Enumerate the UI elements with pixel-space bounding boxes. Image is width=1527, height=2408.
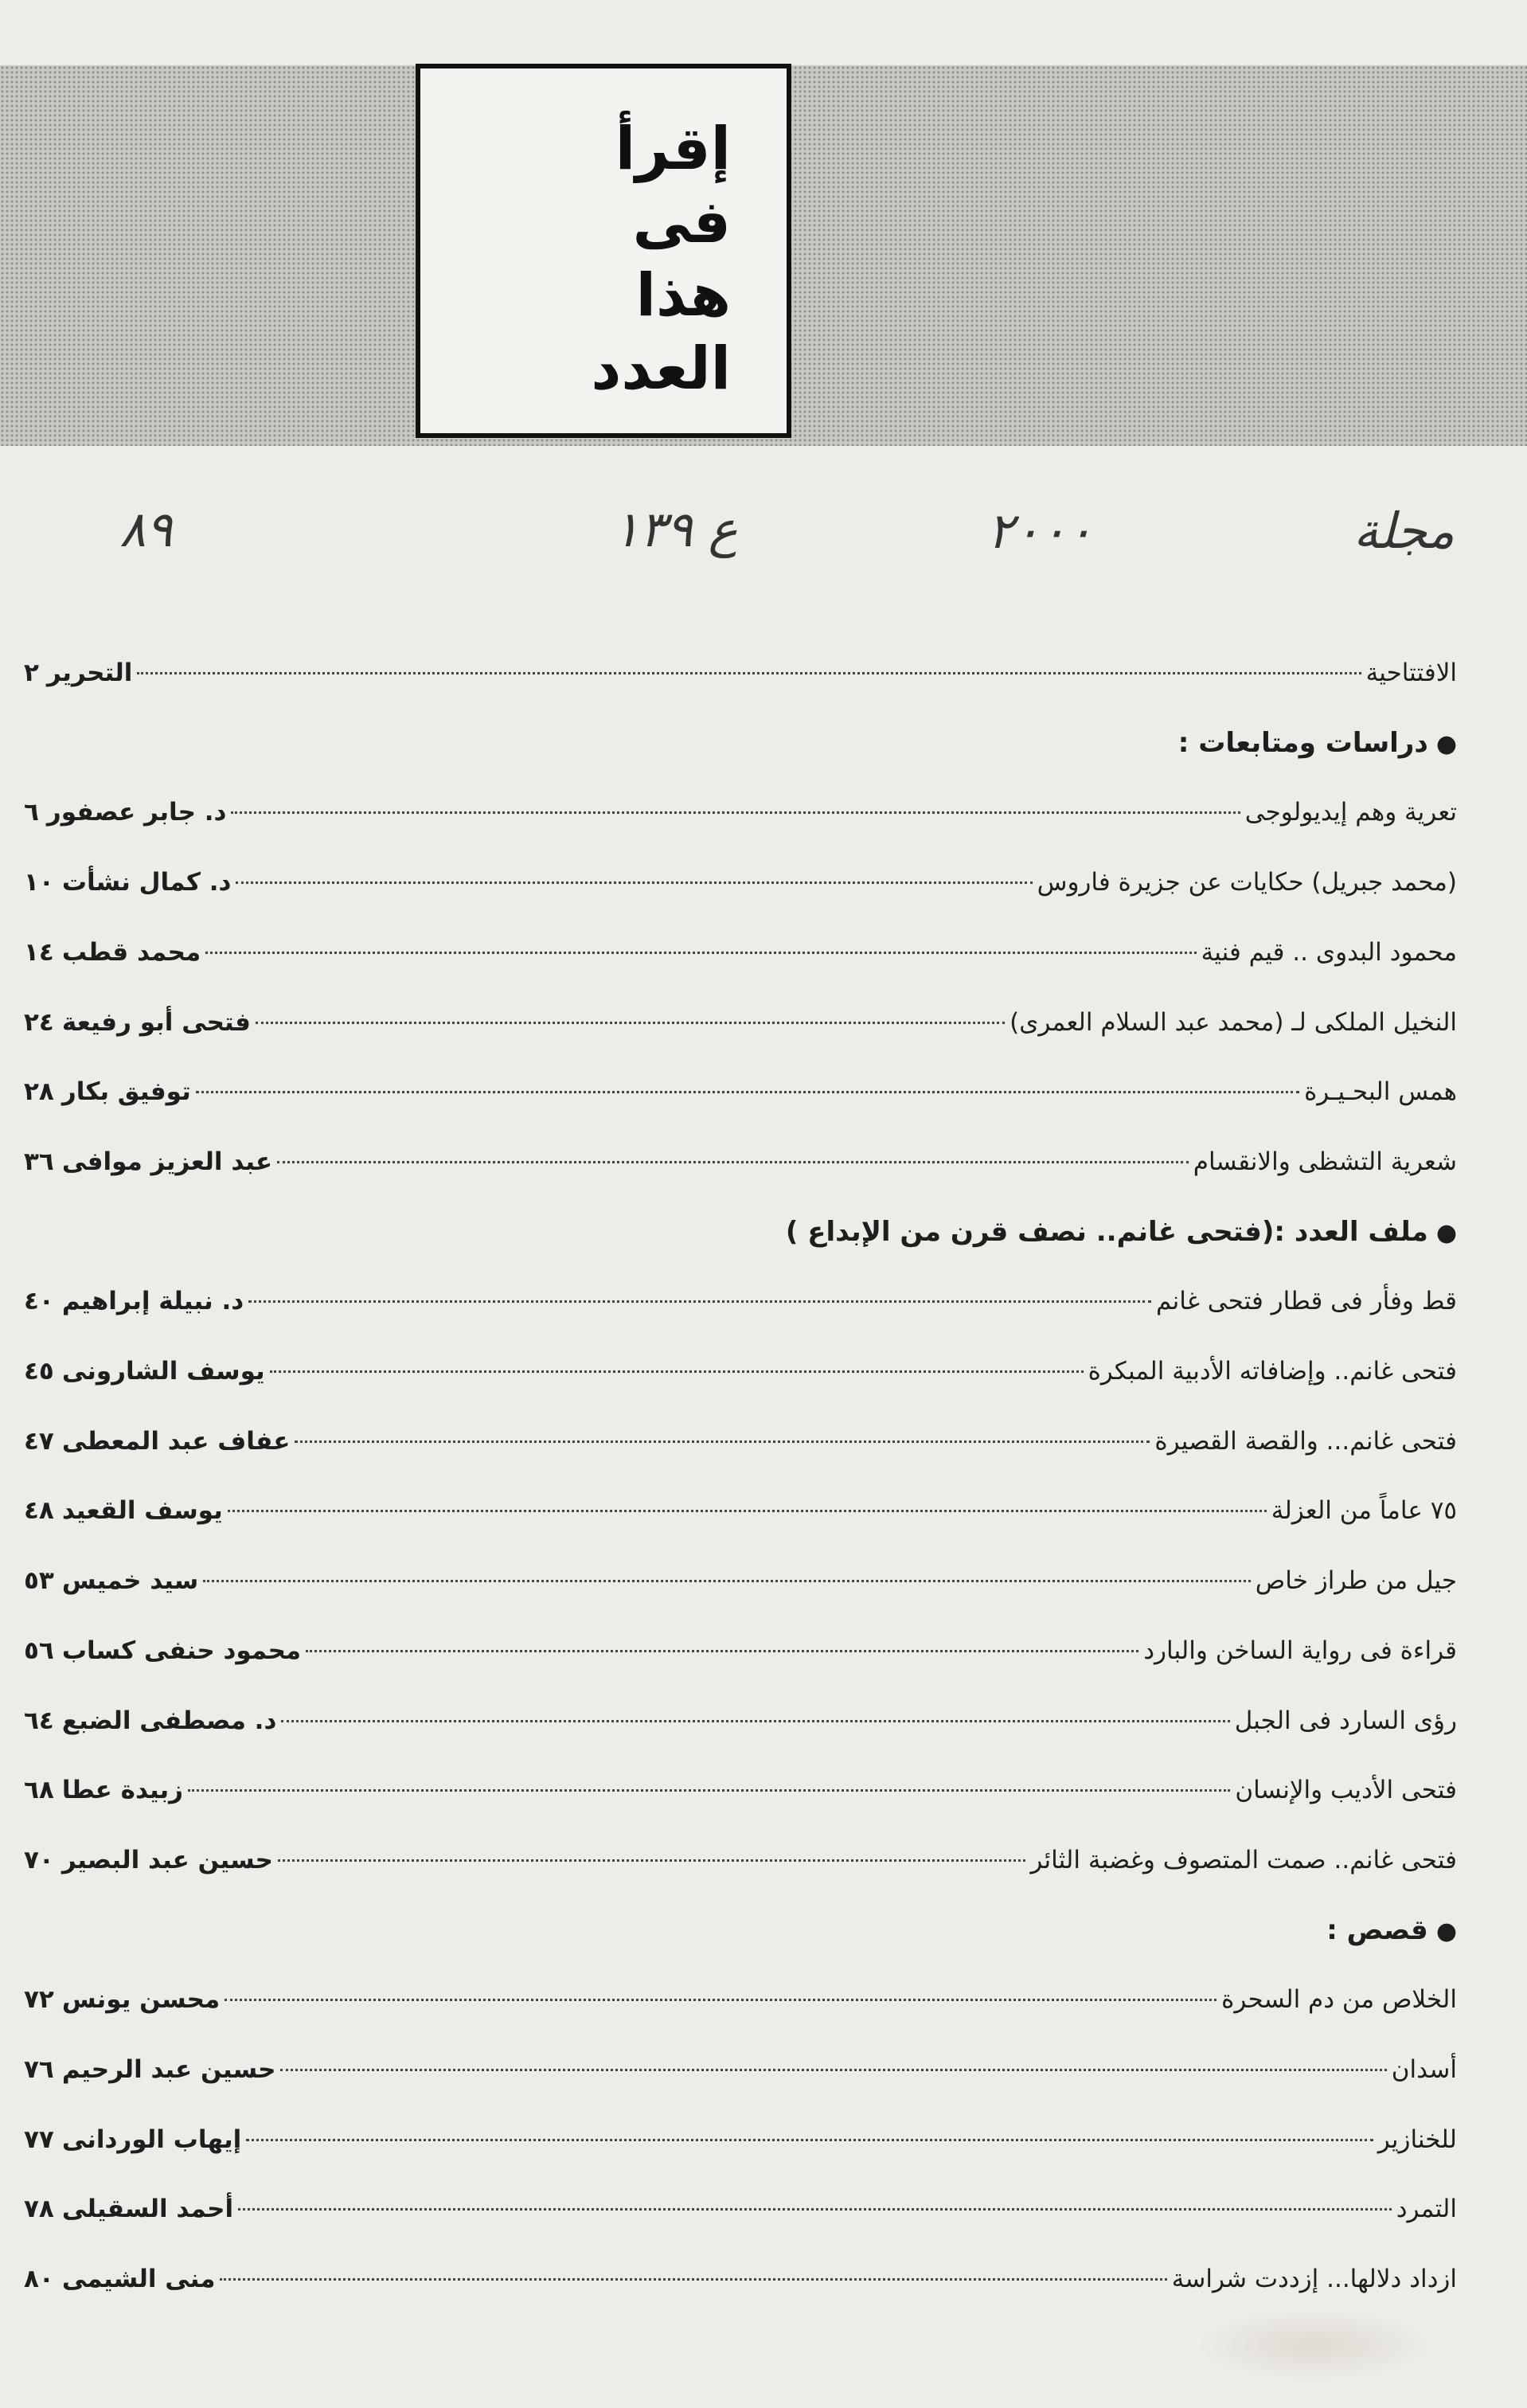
dot-leader xyxy=(225,1999,1217,2001)
toc-title: فتحى الأديب والإنسان xyxy=(1235,1776,1457,1804)
toc-author: محسن يونس xyxy=(61,1985,221,2014)
title-box xyxy=(416,64,791,438)
toc-page-number: ١٤ xyxy=(24,938,54,967)
toc-title: رؤى السارد فى الجبل xyxy=(1234,1706,1457,1735)
toc-author: عبد العزيز موافى xyxy=(61,1147,273,1176)
toc-author: يوسف الشارونى xyxy=(61,1357,265,1386)
toc-page-number: ٦٨ xyxy=(24,1776,54,1804)
toc-entry xyxy=(24,1138,1457,1186)
toc-entry xyxy=(24,1487,1457,1534)
dot-leader xyxy=(295,1440,1150,1443)
toc-author: محمد قطب xyxy=(61,938,201,967)
toc-title: الافتتاحية xyxy=(1365,659,1457,687)
toc-entry xyxy=(24,2046,1457,2093)
dot-leader xyxy=(137,672,1361,674)
dot-leader xyxy=(236,882,1032,884)
toc-author: إيهاب الوردانى xyxy=(61,2125,242,2154)
toc-page-number: ٢٨ xyxy=(24,1077,54,1106)
dot-leader xyxy=(246,2139,1373,2141)
toc-author: د. مصطفى الضبع xyxy=(61,1706,277,1735)
toc-author: د. نبيلة إبراهيم xyxy=(61,1287,244,1315)
toc-author: زبيدة عطا xyxy=(61,1776,183,1804)
toc-page-number: ٧٢ xyxy=(24,1985,54,2014)
dot-leader xyxy=(231,811,1240,814)
dot-leader xyxy=(248,1300,1151,1303)
dot-leader xyxy=(188,1789,1230,1792)
toc-page-number: ٣٦ xyxy=(24,1147,54,1176)
toc-author: محمود حنفى كساب xyxy=(61,1636,302,1665)
toc-page-number: ٨٠ xyxy=(24,2265,54,2293)
section-heading xyxy=(24,1208,1457,1256)
toc-title: قط وفأر فى قطار فتحى غانم xyxy=(1156,1287,1457,1315)
toc-entry xyxy=(24,1976,1457,2023)
toc-entry xyxy=(24,788,1457,836)
toc-entry xyxy=(24,858,1457,906)
dot-leader xyxy=(238,2208,1392,2211)
toc-author: منى الشيمى xyxy=(61,2265,216,2293)
toc-author: عفاف عبد المعطى xyxy=(61,1427,291,1456)
title-line: فى xyxy=(632,188,731,256)
toc-entry xyxy=(24,2255,1457,2303)
toc-page-number: ٥٣ xyxy=(24,1566,54,1595)
toc-title: تعرية وهم إيديولوجى xyxy=(1244,798,1457,827)
title-line: إقرأ xyxy=(615,115,731,183)
toc-page-number: ٢ xyxy=(24,659,39,687)
toc-entry xyxy=(24,1697,1457,1745)
toc-title: فتحى غانم... والقصة القصيرة xyxy=(1154,1427,1457,1456)
toc-page-number: ٧٠ xyxy=(24,1846,54,1874)
handwritten-note: ۸۹ xyxy=(119,500,173,558)
toc-author: توفيق بكار xyxy=(61,1077,191,1106)
toc-title: أسدان xyxy=(1391,2055,1457,2084)
toc-page-number: ٢٤ xyxy=(24,1008,54,1037)
toc-title: ازداد دلالها... إزددت شراسة xyxy=(1171,2265,1457,2293)
dot-leader xyxy=(281,1720,1229,1722)
toc-author: د. جابر عصفور xyxy=(46,798,227,827)
toc-page-number: ٧٧ xyxy=(24,2125,54,2154)
handwritten-note: مجلة xyxy=(1353,502,1455,560)
toc-entry xyxy=(24,1557,1457,1605)
section-heading xyxy=(24,1906,1457,1954)
toc-page-number: ٤٧ xyxy=(24,1427,54,1456)
toc-entry xyxy=(24,1766,1457,1814)
table-of-contents xyxy=(24,649,1457,2321)
toc-entry xyxy=(24,2116,1457,2164)
toc-page-number: ٤٨ xyxy=(24,1496,54,1525)
toc-entry xyxy=(24,1347,1457,1395)
handwritten-note: ع ۱۳۹ xyxy=(613,500,738,558)
dot-leader xyxy=(256,1022,1005,1024)
toc-page-number: ٦ xyxy=(24,798,39,827)
title-line: هذا xyxy=(635,261,731,330)
toc-title: شعرية التشظى والانقسام xyxy=(1193,1147,1457,1176)
section-label: دراسات ومتابعات : xyxy=(1177,727,1428,759)
dot-leader xyxy=(205,952,1196,954)
toc-title: فتحى غانم.. وإضافاته الأدبية المبكرة xyxy=(1088,1357,1457,1386)
toc-entry xyxy=(24,1836,1457,1884)
bullet-icon: ● xyxy=(1435,730,1457,758)
toc-page-number: ١٠ xyxy=(24,868,54,897)
toc-entry xyxy=(24,649,1457,697)
toc-title: جيل من طراز خاص xyxy=(1255,1566,1457,1595)
toc-title: الخلاص من دم السحرة xyxy=(1221,1985,1457,2014)
dot-leader xyxy=(277,1161,1189,1163)
section-heading xyxy=(24,719,1457,767)
toc-title: (محمد جبريل) حكايات عن جزيرة فاروس xyxy=(1037,868,1457,897)
dot-leader xyxy=(280,2069,1386,2071)
toc-title: ٧٥ عاماً من العزلة xyxy=(1271,1496,1457,1525)
dot-leader xyxy=(228,1510,1267,1512)
toc-entry xyxy=(24,1417,1457,1465)
toc-author: سيد خميس xyxy=(61,1566,199,1595)
toc-title: التمرد xyxy=(1396,2195,1457,2223)
toc-author: حسين عبد البصير xyxy=(61,1846,274,1874)
bullet-icon: ● xyxy=(1435,1219,1457,1247)
title-line: العدد xyxy=(591,334,731,403)
toc-title: محمود البدوى .. قيم فنية xyxy=(1201,938,1457,967)
toc-entry xyxy=(24,1277,1457,1325)
dot-leader xyxy=(306,1650,1138,1652)
toc-page-number: ٥٦ xyxy=(24,1636,54,1665)
toc-title: للخنازير xyxy=(1377,2125,1457,2154)
dot-leader xyxy=(270,1370,1084,1373)
dot-leader xyxy=(196,1091,1299,1093)
toc-entry xyxy=(24,928,1457,976)
toc-entry xyxy=(24,2185,1457,2233)
toc-page-number: ٧٨ xyxy=(24,2195,54,2223)
toc-author: التحرير xyxy=(46,659,133,687)
toc-author: فتحى أبو رفيعة xyxy=(61,1008,251,1037)
toc-entry xyxy=(24,999,1457,1046)
dot-leader xyxy=(203,1580,1250,1582)
toc-entry xyxy=(24,1627,1457,1675)
section-label: ملف العدد :(فتحى غانم.. نصف قرن من الإبداع ) xyxy=(785,1216,1428,1248)
toc-author: د. كمال نشأت xyxy=(61,868,232,897)
toc-page-number: ٤٥ xyxy=(24,1357,54,1386)
toc-author: أحمد السقيلى xyxy=(61,2195,234,2223)
toc-entry xyxy=(24,1068,1457,1116)
toc-page-number: ٦٤ xyxy=(24,1706,54,1735)
handwritten-note: ۲۰۰۰ xyxy=(987,502,1094,560)
toc-author: حسين عبد الرحيم xyxy=(61,2055,276,2084)
section-label: قصص : xyxy=(1326,1914,1428,1946)
toc-author: يوسف القعيد xyxy=(61,1496,223,1525)
toc-page-number: ٤٠ xyxy=(24,1287,54,1315)
toc-title: فتحى غانم.. صمت المتصوف وغضبة الثائر xyxy=(1030,1846,1457,1874)
toc-title: النخيل الملكى لـ (محمد عبد السلام العمرى) xyxy=(1010,1008,1457,1037)
dot-leader xyxy=(220,2278,1166,2281)
toc-title: قراءة فى رواية الساخن والبارد xyxy=(1143,1636,1457,1665)
toc-page-number: ٧٦ xyxy=(24,2055,54,2084)
toc-title: همس البحـيـرة xyxy=(1304,1077,1457,1106)
bullet-icon: ● xyxy=(1435,1917,1457,1945)
dot-leader xyxy=(278,1859,1025,1862)
